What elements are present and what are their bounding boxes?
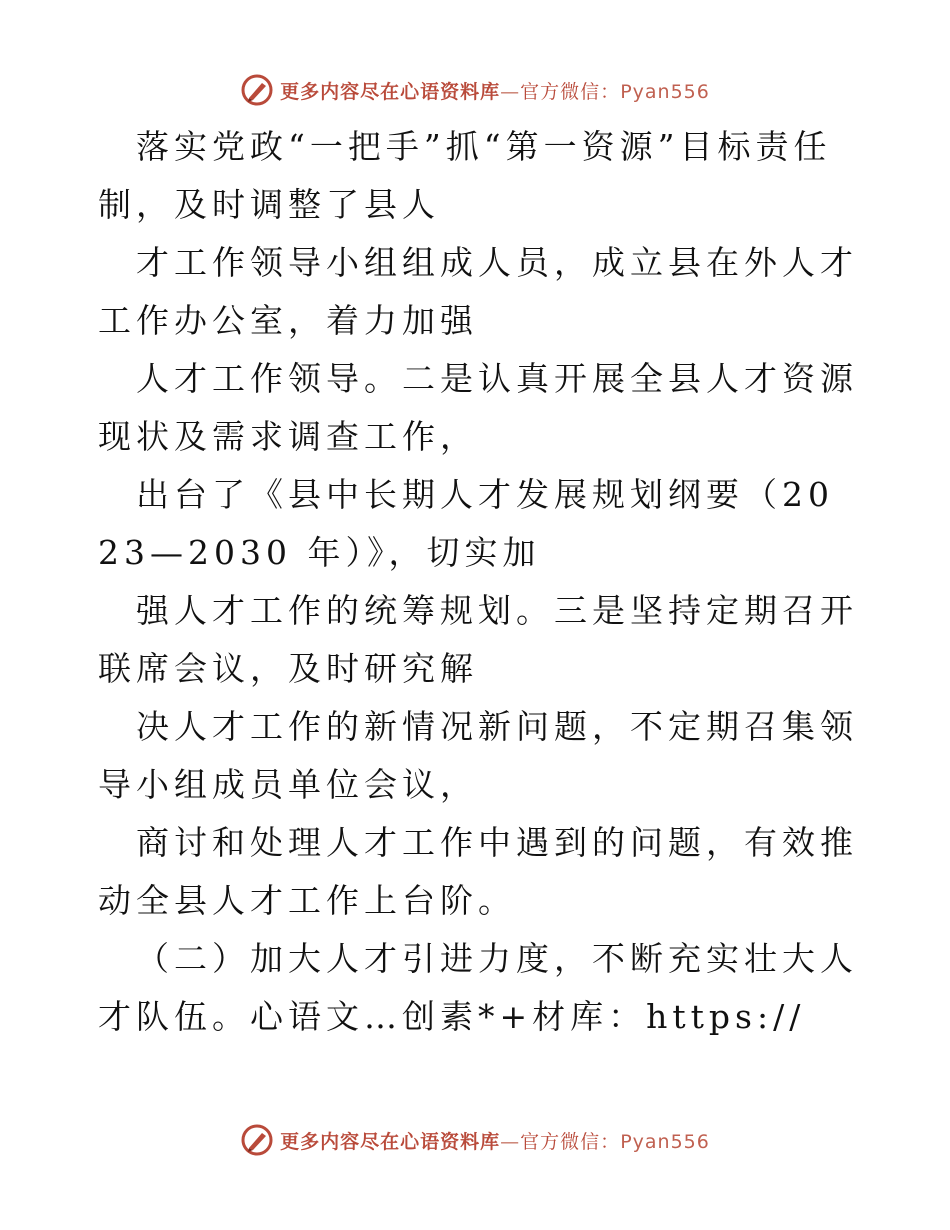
watermark-text bbox=[280, 1127, 710, 1154]
watermark-separator: — bbox=[500, 1130, 521, 1153]
document-body bbox=[98, 118, 858, 1046]
paragraph-1: 落实党政“一把手”抓“第一资源”目标责任制，及时调整了县人 bbox=[98, 127, 832, 224]
header-watermark bbox=[0, 70, 950, 110]
pen-logo-icon bbox=[240, 73, 274, 107]
paragraph-3: 人才工作领导。二是认真开展全县人才资源现状及需求调查工作， bbox=[98, 359, 858, 456]
paragraph-2: 才工作领导小组组成人员，成立县在外人才工作办公室，着力加强 bbox=[98, 243, 858, 340]
paragraph-7: 商讨和处理人才工作中遇到的问题，有效推动全县人才工作上台阶。 bbox=[98, 823, 858, 920]
watermark-site: 更多内容尽在心语资料库 bbox=[280, 1130, 501, 1153]
watermark-label: 官方微信： bbox=[520, 80, 621, 103]
watermark-site: 更多内容尽在心语资料库 bbox=[280, 80, 501, 103]
watermark-account: Pyan556 bbox=[620, 80, 710, 103]
paragraph-4: 出台了《县中长期人才发展规划纲要（2023—2030 年）》，切实加 bbox=[98, 475, 834, 572]
pen-logo-icon bbox=[240, 1123, 274, 1157]
watermark-account: Pyan556 bbox=[620, 1130, 710, 1153]
watermark-separator: — bbox=[500, 80, 521, 103]
watermark-label: 官方微信： bbox=[520, 1130, 621, 1153]
footer-watermark bbox=[0, 1120, 950, 1160]
paragraph-8: （二）加大人才引进力度，不断充实壮大人才队伍。心语文…创素*+材库：https:// bbox=[98, 939, 858, 1036]
watermark-text bbox=[280, 77, 710, 104]
paragraph-6: 决人才工作的新情况新问题，不定期召集领导小组成员单位会议， bbox=[98, 707, 858, 804]
paragraph-5: 强人才工作的统筹规划。三是坚持定期召开联席会议，及时研究解 bbox=[98, 591, 858, 688]
